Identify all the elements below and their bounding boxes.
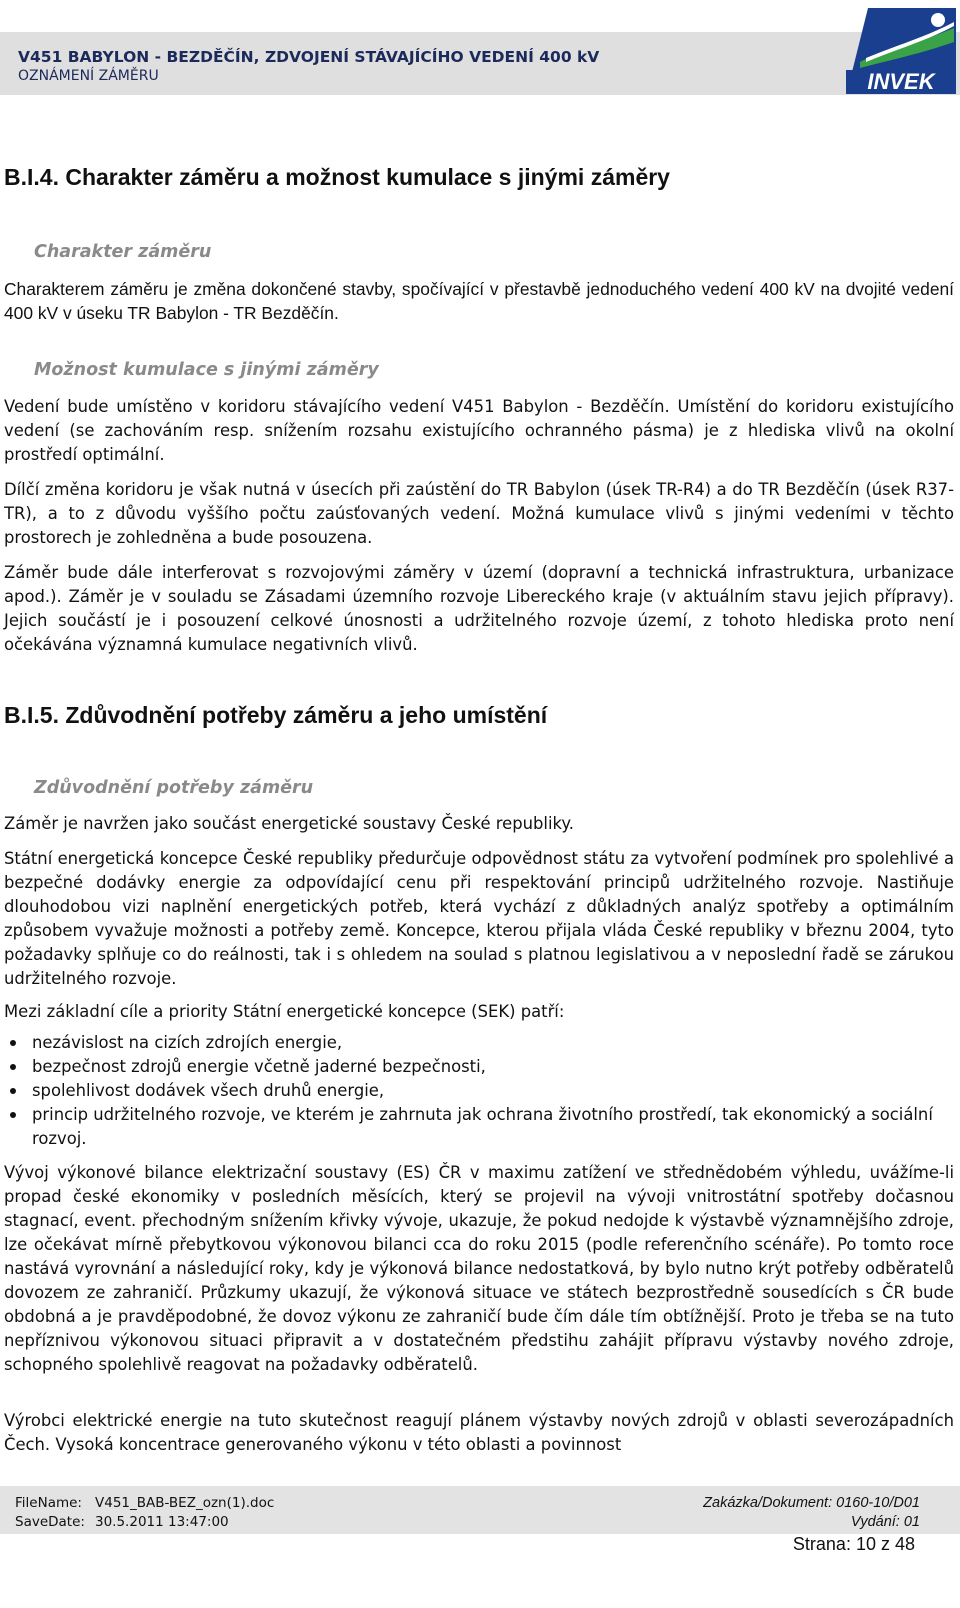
footer-file-info [15,1494,274,1532]
footer-document-info [703,1494,920,1532]
paragraph: Záměr je navržen jako součást energetické soustavy České republiky. [4,814,574,833]
document-title: V451 BABYLON - BEZDĚČÍN, ZDVOJENÍ STÁVAJÍCÍHO VEDENÍ 400 kV [18,48,600,66]
bullet-icon [10,1040,16,1046]
svg-text:INVEK: INVEK [867,69,935,94]
paragraph: Záměr bude dále interferovat s rozvojovými záměry v území (dopravní a technická infrastruktura, urbanizace apod.). Záměr je v souladu se Zásadami územního rozvoje Libereckého kraje (v aktuálním stavu jejich přípravy). Jejich součástí je i posouzení celkové únosnosti a udržitelného rozvoje území, z tohoto hlediska proto není očekávána významná kumulace negativních vlivů. [4,563,954,654]
subheading-kumulace: Možnost kumulace s jinými záměry [34,360,379,380]
bullet-icon [10,1088,16,1094]
savedate-label: SaveDate: [15,1514,85,1530]
vydani: Vydání: 01 [850,1514,920,1530]
section-heading-b14: B.I.4. Charakter záměru a možnost kumulace s jinými záměry [4,164,670,190]
list-item: princip udržitelného rozvoje, ve kterém je zahrnuta jak ochrana životního prostředí, tak ekonomický a sociální rozvoj. [4,1103,954,1151]
page-number: Strana: 10 z 48 [792,1534,915,1554]
paragraph: Vývoj výkonové bilance elektrizační soustavy (ES) ČR v maximu zatížení ve střednědobém výhledu, uvážíme-li propad české ekonomiky v posledních měsících, který se projevil na vývoji vnitrostátní spotřeby dočasnou stagnací, event. přechodným snížením křivky vývoje, ukazuje, že pokud nedojde k výstavbě významnějšího zdroje, lze očekávat mírně přebytkovou výkonovou bilanci cca do roku 2015 (podle referenčního scénáře). Po tomto roce nastává vyrovnání a následující roky, kdy je výkonová bilance nedostatková, by bylo nutno krýt potřeby odběratelů dovozem ze zahraničí. Průzkumy ukazují, že výkonová situace ve státech bezprostředně sousedících s ČR bude obdobná a je pravděpodobné, že dovoz výkonu ze zahraničí bude čím dále tím obtížnější. Proto je třeba se na tuto nepříznivou výkonovou situaci připravit a v dostatečném předstihu zahájit přípravu výstavby nového zdroje, schopného spolehlivě reagovat na požadavky odběratelů. [4,1163,954,1374]
filename-label: FileName: [15,1495,82,1511]
paragraph: Státní energetická koncepce České republiky předurčuje odpovědnost státu za vytvoření podmínek pro spolehlivé a bezpečné dodávky energie za odpovídající cenu při respektování principů udržitelného rozvoje. Nastiňuje dlouhodobou vizi naplnění energetických potřeb, která vychází z důkladných analýz spotřeby a optimálním způsobem vyvažuje možnosti a potřeby země. Koncepce, kterou přijala vláda České republiky v březnu 2004, tyto požadavky splňuje co do reálnosti, tak i s ohledem na soulad s platnou legislativou a v neposlední řadě se zárukou udržitelného rozvoje. [4,849,954,988]
paragraph: Vedení bude umístěno v koridoru stávajícího vedení V451 Babylon - Bezděčín. Umístění do koridoru existujícího vedení (se zachováním resp. snížením rozsahu existujícího ochranného pásma) je z hlediska vlivů na okolní prostředí optimální. [4,397,954,464]
invek-logo [846,8,956,94]
priority-list [4,1031,954,1151]
bullet-icon [10,1112,16,1118]
zakazka-dokument: Zakázka/Dokument: 0160-10/D01 [703,1495,920,1511]
paragraph: Mezi základní cíle a priority Státní energetické koncepce (SEK) patří: [4,1002,565,1021]
section-heading-b15: B.I.5. Zdůvodnění potřeby záměru a jeho umístění [4,702,548,728]
document-subtitle: OZNÁMENÍ ZÁMĚRU [18,68,159,84]
subheading-zduvodneni: Zdůvodnění potřeby záměru [34,778,314,798]
bullet-icon [10,1064,16,1070]
paragraph: Dílčí změna koridoru je však nutná v úsecích při zaústění do TR Babylon (úsek TR-R4) a do TR Bezděčín (úsek R37-TR), a to z důvodu vyššího počtu zaúsťovaných vedení. Možná kumulace vlivů s jinými vedeními v těchto prostorech je zohledněna a bude posouzena. [4,480,954,547]
savedate-value: 30.5.2011 13:47:00 [95,1514,229,1530]
paragraph: Charakterem záměru je změna dokončené stavby, spočívající v přestavbě jednoduchého vedení 400 kV na dvojité vedení 400 kV v úseku TR Babylon - TR Bezděčín. [4,279,954,323]
subheading-charakter: Charakter záměru [34,242,212,262]
list-item: bezpečnost zdrojů energie včetně jaderné bezpečnosti, [4,1055,954,1079]
filename-value: V451_BAB-BEZ_ozn(1).doc [95,1495,275,1511]
list-item: nezávislost na cizích zdrojích energie, [4,1031,954,1055]
paragraph: Výrobci elektrické energie na tuto skutečnost reagují plánem výstavby nových zdrojů v oblasti severozápadních Čech. Vysoká koncentrace generovaného výkonu v této oblasti a povinnost [4,1411,954,1454]
list-item: spolehlivost dodávek všech druhů energie, [4,1079,954,1103]
